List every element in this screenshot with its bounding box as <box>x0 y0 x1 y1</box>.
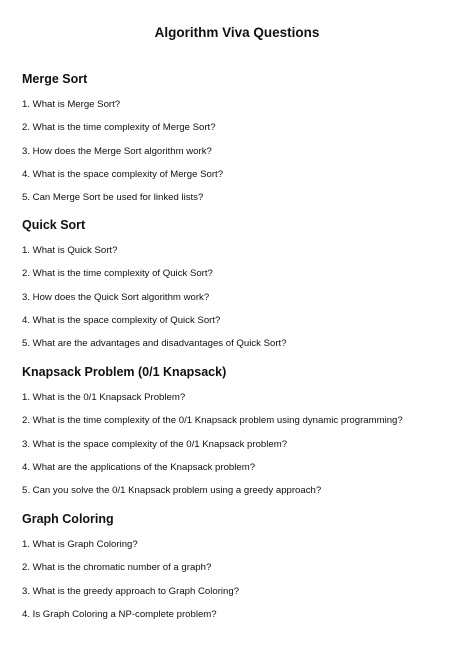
question-item: 4. Is Graph Coloring a NP-complete problem? <box>22 608 217 620</box>
question-item: 2. What is the chromatic number of a graph? <box>22 562 212 574</box>
question-item: 4. What is the space complexity of Merge Sort? <box>22 168 224 180</box>
question-item: 4. What are the applications of the Knapsack problem? <box>22 461 256 473</box>
section-merge-sort <box>22 71 462 215</box>
question-item: 3. How does the Merge Sort algorithm work? <box>22 145 212 157</box>
question-item: 3. What is the space complexity of the 0/1 Knapsack problem? <box>22 438 288 450</box>
section-heading: Quick Sort <box>22 218 86 232</box>
question-item: 1. What is the 0/1 Knapsack Problem? <box>22 392 186 403</box>
question-item: 3. What is the greedy approach to Graph Coloring? <box>22 585 240 597</box>
section-knapsack <box>22 364 462 508</box>
question-item: 1. What is Merge Sort? <box>22 99 121 110</box>
section-heading: Graph Coloring <box>22 512 114 526</box>
section-heading: Merge Sort <box>22 72 88 86</box>
question-item: 5. Can you solve the 0/1 Knapsack problem using a greedy approach? <box>22 485 322 497</box>
question-item: 2. What is the time complexity of Quick Sort? <box>22 268 213 280</box>
question-item: 4. What is the space complexity of Quick Sort? <box>22 314 221 326</box>
document-title: Algorithm Viva Questions <box>154 25 320 40</box>
question-item: 2. What is the time complexity of the 0/1 Knapsack problem using dynamic programming? <box>22 415 403 427</box>
section-graph-coloring <box>22 511 462 632</box>
question-item: 2. What is the time complexity of Merge Sort? <box>22 122 216 134</box>
section-heading: Knapsack Problem (0/1 Knapsack) <box>22 365 227 379</box>
question-item: 1. What is Quick Sort? <box>22 245 118 256</box>
question-item: 1. What is Graph Coloring? <box>22 539 138 550</box>
section-quick-sort <box>22 217 462 361</box>
question-item: 5. What are the advantages and disadvantages of Quick Sort? <box>22 338 287 350</box>
question-item: 3. How does the Quick Sort algorithm work? <box>22 291 210 303</box>
question-item: 5. Can Merge Sort be used for linked lists? <box>22 192 204 204</box>
